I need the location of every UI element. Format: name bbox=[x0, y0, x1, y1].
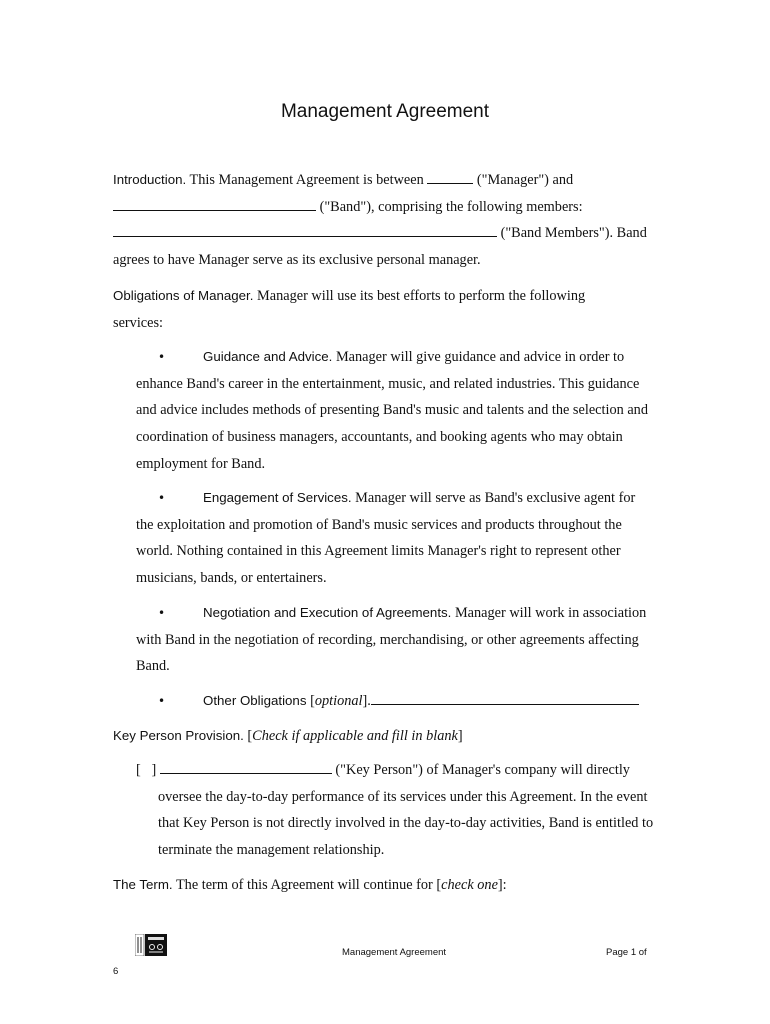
intro-text-4: agrees to have Manager serve as its exclusive personal manager. bbox=[113, 252, 481, 269]
bullet-item-negotiation bbox=[136, 600, 656, 680]
key-person-checkbox[interactable]: [ ] bbox=[136, 762, 157, 778]
esign-logo-icon bbox=[135, 934, 167, 956]
optional-label: optional bbox=[314, 693, 363, 709]
document-title: Management Agreement bbox=[280, 101, 490, 122]
band-members-blank[interactable] bbox=[113, 222, 497, 237]
intro-text-2: ("Band"), comprising the following members: bbox=[319, 198, 583, 215]
intro-paragraph bbox=[113, 167, 663, 274]
footer-title: Management Agreement bbox=[342, 947, 447, 958]
other-obligations-blank[interactable] bbox=[371, 690, 639, 705]
bullet-heading: Other Obligations bbox=[203, 693, 307, 708]
bullet-icon: • bbox=[158, 491, 166, 505]
bullet-text: Manager will give guidance and advice in order to enhance Band's career in the entertainment, music, and related industries. This guidance and advice includes methods of presenting Band's music and talents and the selection and coordination of business managers, accountants, and booking agents who may obtain employment for Band. bbox=[136, 349, 648, 472]
intro-text-1b: ("Manager") and bbox=[476, 172, 574, 188]
intro-heading: Introduction. bbox=[113, 172, 187, 187]
bullet-icon: • bbox=[158, 694, 166, 708]
key-person-text-rest: oversee the day-to-day performance of its services under this Agreement. In the event that Key Person is not directly involved in the day-to-day activities, Band is entitled to terminate the management relationship. bbox=[158, 788, 654, 859]
footer-page-label: Page 1 of bbox=[606, 947, 647, 958]
bullet-icon: • bbox=[158, 350, 166, 364]
footer-page-total: 6 bbox=[113, 966, 119, 977]
bullet-text: Manager will work in association with Band in the negotiation of recording, merchandising, or other agreements affecting Band. bbox=[136, 605, 647, 675]
bullet-close: ]. bbox=[362, 693, 371, 709]
bullet-icon: • bbox=[158, 606, 166, 620]
bullet-heading: Guidance and Advice. bbox=[203, 349, 333, 364]
intro-text-3: ("Band Members"). Band bbox=[500, 225, 647, 242]
key-person-instruction: Check if applicable and fill in blank bbox=[252, 728, 458, 744]
obligations-text: Manager will use its best efforts to perform the following services: bbox=[113, 288, 586, 331]
key-person-clause bbox=[136, 757, 658, 864]
term-paragraph bbox=[113, 872, 663, 899]
obligations-heading: Obligations of Manager. bbox=[113, 288, 254, 303]
key-person-text-1: ("Key Person") of Manager's company will directly bbox=[335, 762, 630, 778]
manager-blank[interactable] bbox=[427, 169, 473, 184]
term-instruction: check one bbox=[441, 877, 498, 893]
key-person-blank[interactable] bbox=[160, 759, 332, 774]
bullet-item-guidance bbox=[136, 344, 656, 478]
intro-text-1a: This Management Agreement is between bbox=[189, 172, 424, 188]
term-heading: The Term. bbox=[113, 877, 173, 892]
term-text: The term of this Agreement will continue for bbox=[175, 877, 433, 893]
key-person-heading: Key Person Provision. bbox=[113, 728, 244, 743]
bullet-item-other bbox=[136, 688, 656, 715]
key-person-open: [ bbox=[247, 728, 253, 744]
bullet-heading: Engagement of Services. bbox=[203, 490, 352, 505]
band-blank[interactable] bbox=[113, 196, 316, 211]
bullet-open: [ bbox=[310, 693, 315, 709]
obligations-paragraph bbox=[113, 283, 623, 336]
term-close: ]: bbox=[497, 877, 507, 893]
key-person-heading-line bbox=[113, 723, 663, 750]
key-person-close: ] bbox=[457, 728, 463, 744]
bullet-item-engagement bbox=[136, 485, 656, 592]
bullet-text: Manager will serve as Band's exclusive agent for the exploitation and promotion of Band's music services and products throughout the world. Nothing contained in this Agreement limits Manager's right to represent other musicians, bands, or entertainers. bbox=[136, 490, 636, 587]
term-open: [ bbox=[436, 877, 442, 893]
bullet-heading: Negotiation and Execution of Agreements. bbox=[203, 605, 452, 620]
